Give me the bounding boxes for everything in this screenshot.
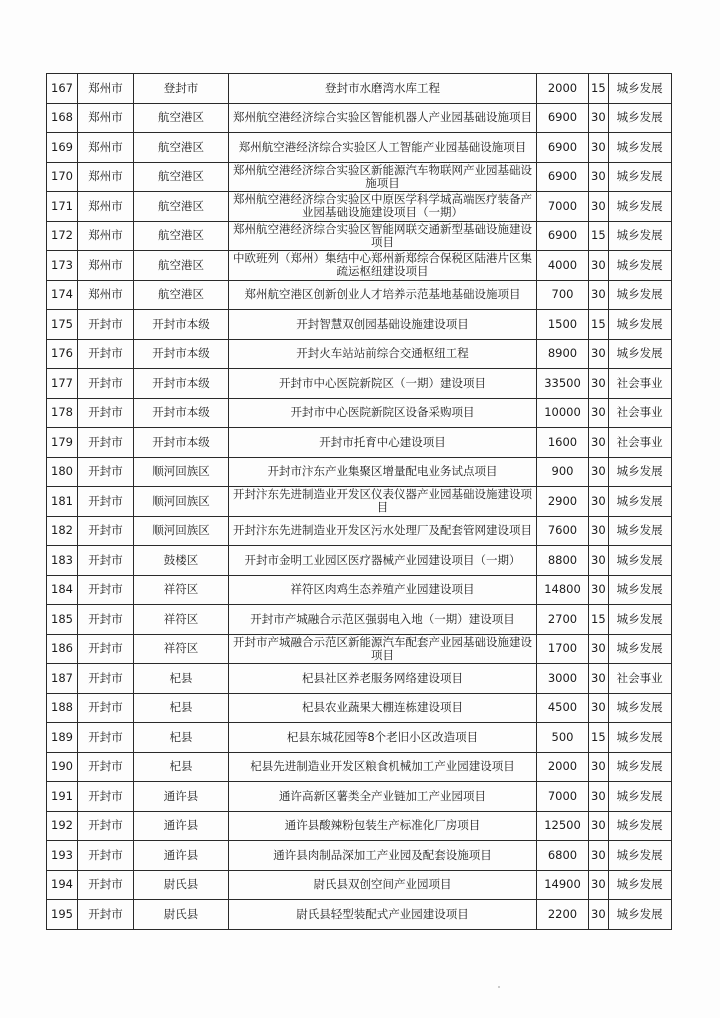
category-cell: 城乡发展 [608, 693, 671, 723]
row-number: 179 [47, 428, 78, 458]
category-cell: 城乡发展 [608, 192, 671, 222]
amount-cell: 2900 [537, 487, 589, 517]
row-number: 174 [47, 280, 78, 310]
city-cell: 开封市 [78, 841, 134, 871]
county-cell: 开封市本级 [134, 369, 229, 399]
term-years-cell: 30 [589, 369, 609, 399]
table-row [47, 634, 672, 664]
term-years-cell: 15 [589, 74, 609, 104]
table-row [47, 74, 672, 104]
table-row [47, 221, 672, 251]
amount-cell: 2000 [537, 74, 589, 104]
row-number: 176 [47, 339, 78, 369]
term-years-cell: 15 [589, 605, 609, 635]
table-row [47, 693, 672, 723]
amount-cell: 900 [537, 457, 589, 487]
city-cell: 开封市 [78, 900, 134, 930]
term-years-cell: 30 [589, 841, 609, 871]
term-years-cell: 30 [589, 516, 609, 546]
category-cell: 城乡发展 [608, 811, 671, 841]
county-cell: 航空港区 [134, 162, 229, 192]
amount-cell: 1500 [537, 310, 589, 340]
county-cell: 尉氏县 [134, 900, 229, 930]
amount-cell: 7000 [537, 782, 589, 812]
amount-cell: 33500 [537, 369, 589, 399]
row-number: 167 [47, 74, 78, 104]
project-name-cell: 开封汴东先进制造业开发区污水处理厂及配套管网建设项目 [229, 516, 537, 546]
project-name-cell: 杞县社区养老服务网络建设项目 [229, 664, 537, 694]
city-cell: 开封市 [78, 870, 134, 900]
county-cell: 鼓楼区 [134, 546, 229, 576]
row-number: 172 [47, 221, 78, 251]
city-cell: 开封市 [78, 428, 134, 458]
row-number: 184 [47, 575, 78, 605]
category-cell: 社会事业 [608, 428, 671, 458]
project-name-cell: 开封市产城融合示范区新能源汽车配套产业园基础设施建设项目 [229, 634, 537, 664]
row-number: 191 [47, 782, 78, 812]
row-number: 183 [47, 546, 78, 576]
term-years-cell: 30 [589, 428, 609, 458]
amount-cell: 2700 [537, 605, 589, 635]
project-name-cell: 开封汴东先进制造业开发区仪表仪器产业园基础设施建设项目 [229, 487, 537, 517]
row-number: 195 [47, 900, 78, 930]
project-table [46, 73, 672, 930]
project-name-cell: 开封市中心医院新院区设备采购项目 [229, 398, 537, 428]
row-number: 169 [47, 133, 78, 163]
amount-cell: 1700 [537, 634, 589, 664]
row-number: 178 [47, 398, 78, 428]
city-cell: 郑州市 [78, 221, 134, 251]
table-row [47, 310, 672, 340]
table-row [47, 133, 672, 163]
row-number: 187 [47, 664, 78, 694]
city-cell: 郑州市 [78, 133, 134, 163]
term-years-cell: 30 [589, 870, 609, 900]
term-years-cell: 30 [589, 546, 609, 576]
county-cell: 开封市本级 [134, 310, 229, 340]
city-cell: 郑州市 [78, 280, 134, 310]
project-name-cell: 登封市水磨湾水库工程 [229, 74, 537, 104]
term-years-cell: 15 [589, 221, 609, 251]
county-cell: 杞县 [134, 664, 229, 694]
city-cell: 开封市 [78, 634, 134, 664]
row-number: 192 [47, 811, 78, 841]
project-name-cell: 开封市产城融合示范区强弱电入地（一期）建设项目 [229, 605, 537, 635]
row-number: 170 [47, 162, 78, 192]
amount-cell: 6900 [537, 133, 589, 163]
term-years-cell: 30 [589, 693, 609, 723]
term-years-cell: 30 [589, 251, 609, 281]
table-row [47, 723, 672, 753]
project-name-cell: 尉氏县双创空间产业园项目 [229, 870, 537, 900]
category-cell: 社会事业 [608, 664, 671, 694]
category-cell: 城乡发展 [608, 103, 671, 133]
term-years-cell: 30 [589, 280, 609, 310]
county-cell: 登封市 [134, 74, 229, 104]
table-row [47, 487, 672, 517]
term-years-cell: 30 [589, 811, 609, 841]
county-cell: 祥符区 [134, 605, 229, 635]
county-cell: 杞县 [134, 723, 229, 753]
project-name-cell: 通许县肉制品深加工产业园及配套设施项目 [229, 841, 537, 871]
city-cell: 开封市 [78, 546, 134, 576]
amount-cell: 7000 [537, 192, 589, 222]
amount-cell: 1600 [537, 428, 589, 458]
amount-cell: 8900 [537, 339, 589, 369]
city-cell: 开封市 [78, 457, 134, 487]
amount-cell: 8800 [537, 546, 589, 576]
amount-cell: 3000 [537, 664, 589, 694]
county-cell: 开封市本级 [134, 339, 229, 369]
term-years-cell: 30 [589, 133, 609, 163]
row-number: 194 [47, 870, 78, 900]
table-row [47, 192, 672, 222]
city-cell: 郑州市 [78, 251, 134, 281]
table-row [47, 162, 672, 192]
project-name-cell: 杞县农业蔬果大棚连栋建设项目 [229, 693, 537, 723]
category-cell: 城乡发展 [608, 133, 671, 163]
row-number: 189 [47, 723, 78, 753]
category-cell: 城乡发展 [608, 516, 671, 546]
county-cell: 航空港区 [134, 103, 229, 133]
amount-cell: 4500 [537, 693, 589, 723]
row-number: 177 [47, 369, 78, 399]
term-years-cell: 30 [589, 457, 609, 487]
term-years-cell: 30 [589, 192, 609, 222]
category-cell: 城乡发展 [608, 634, 671, 664]
amount-cell: 14900 [537, 870, 589, 900]
row-number: 182 [47, 516, 78, 546]
project-name-cell: 郑州航空港区创新创业人才培养示范基地基础设施项目 [229, 280, 537, 310]
amount-cell: 500 [537, 723, 589, 753]
amount-cell: 2200 [537, 900, 589, 930]
category-cell: 城乡发展 [608, 782, 671, 812]
project-name-cell: 开封市汴东产业集聚区增量配电业务试点项目 [229, 457, 537, 487]
city-cell: 开封市 [78, 605, 134, 635]
amount-cell: 4000 [537, 251, 589, 281]
category-cell: 城乡发展 [608, 280, 671, 310]
city-cell: 郑州市 [78, 103, 134, 133]
table-row [47, 664, 672, 694]
table-row [47, 546, 672, 576]
amount-cell: 14800 [537, 575, 589, 605]
county-cell: 航空港区 [134, 280, 229, 310]
table-row [47, 870, 672, 900]
row-number: 171 [47, 192, 78, 222]
table-row [47, 516, 672, 546]
city-cell: 开封市 [78, 575, 134, 605]
county-cell: 尉氏县 [134, 870, 229, 900]
county-cell: 顺河回族区 [134, 487, 229, 517]
term-years-cell: 30 [589, 487, 609, 517]
city-cell: 郑州市 [78, 192, 134, 222]
project-name-cell: 郑州航空港经济综合实验区智能网联交通新型基础设施建设项目 [229, 221, 537, 251]
table-row [47, 103, 672, 133]
table-row [47, 605, 672, 635]
table-row [47, 752, 672, 782]
county-cell: 祥符区 [134, 634, 229, 664]
project-name-cell: 杞县先进制造业开发区粮食机械加工产业园建设项目 [229, 752, 537, 782]
row-number: 185 [47, 605, 78, 635]
row-number: 188 [47, 693, 78, 723]
row-number: 168 [47, 103, 78, 133]
project-name-cell: 郑州航空港经济综合实验区人工智能产业园基础设施项目 [229, 133, 537, 163]
term-years-cell: 30 [589, 339, 609, 369]
amount-cell: 6900 [537, 162, 589, 192]
amount-cell: 12500 [537, 811, 589, 841]
city-cell: 开封市 [78, 723, 134, 753]
city-cell: 开封市 [78, 339, 134, 369]
term-years-cell: 30 [589, 398, 609, 428]
table-row [47, 428, 672, 458]
term-years-cell: 30 [589, 162, 609, 192]
category-cell: 城乡发展 [608, 841, 671, 871]
category-cell: 城乡发展 [608, 221, 671, 251]
project-name-cell: 尉氏县轻型装配式产业园建设项目 [229, 900, 537, 930]
table-row [47, 251, 672, 281]
county-cell: 航空港区 [134, 192, 229, 222]
category-cell: 社会事业 [608, 369, 671, 399]
county-cell: 顺河回族区 [134, 457, 229, 487]
table-row [47, 782, 672, 812]
city-cell: 开封市 [78, 782, 134, 812]
table-row [47, 841, 672, 871]
county-cell: 杞县 [134, 752, 229, 782]
project-name-cell: 开封市托育中心建设项目 [229, 428, 537, 458]
amount-cell: 6900 [537, 221, 589, 251]
county-cell: 开封市本级 [134, 428, 229, 458]
project-name-cell: 通许高新区薯类全产业链加工产业园项目 [229, 782, 537, 812]
row-number: 173 [47, 251, 78, 281]
county-cell: 祥符区 [134, 575, 229, 605]
county-cell: 通许县 [134, 811, 229, 841]
project-name-cell: 开封火车站站前综合交通枢纽工程 [229, 339, 537, 369]
category-cell: 城乡发展 [608, 339, 671, 369]
county-cell: 航空港区 [134, 133, 229, 163]
city-cell: 郑州市 [78, 162, 134, 192]
amount-cell: 7600 [537, 516, 589, 546]
city-cell: 开封市 [78, 811, 134, 841]
county-cell: 航空港区 [134, 251, 229, 281]
city-cell: 开封市 [78, 516, 134, 546]
row-number: 193 [47, 841, 78, 871]
category-cell: 城乡发展 [608, 605, 671, 635]
city-cell: 开封市 [78, 310, 134, 340]
table-row [47, 811, 672, 841]
category-cell: 城乡发展 [608, 723, 671, 753]
table-row [47, 280, 672, 310]
county-cell: 航空港区 [134, 221, 229, 251]
county-cell: 杞县 [134, 693, 229, 723]
city-cell: 开封市 [78, 398, 134, 428]
table-row [47, 398, 672, 428]
table-row [47, 900, 672, 930]
term-years-cell: 30 [589, 782, 609, 812]
amount-cell: 6900 [537, 103, 589, 133]
project-name-cell: 郑州航空港经济综合实验区新能源汽车物联网产业园基础设施项目 [229, 162, 537, 192]
county-cell: 通许县 [134, 841, 229, 871]
category-cell: 城乡发展 [608, 162, 671, 192]
term-years-cell: 30 [589, 103, 609, 133]
term-years-cell: 15 [589, 310, 609, 340]
category-cell: 城乡发展 [608, 575, 671, 605]
row-number: 190 [47, 752, 78, 782]
row-number: 186 [47, 634, 78, 664]
city-cell: 开封市 [78, 369, 134, 399]
project-table-body [47, 74, 672, 930]
amount-cell: 2000 [537, 752, 589, 782]
city-cell: 开封市 [78, 693, 134, 723]
project-name-cell: 杞县东城花园等8个老旧小区改造项目 [229, 723, 537, 753]
row-number: 181 [47, 487, 78, 517]
county-cell: 通许县 [134, 782, 229, 812]
category-cell: 城乡发展 [608, 310, 671, 340]
category-cell: 城乡发展 [608, 457, 671, 487]
amount-cell: 10000 [537, 398, 589, 428]
city-cell: 开封市 [78, 752, 134, 782]
category-cell: 城乡发展 [608, 546, 671, 576]
table-row [47, 369, 672, 399]
project-name-cell: 祥符区肉鸡生态养殖产业园建设项目 [229, 575, 537, 605]
category-cell: 城乡发展 [608, 870, 671, 900]
table-row [47, 457, 672, 487]
term-years-cell: 30 [589, 664, 609, 694]
city-cell: 开封市 [78, 664, 134, 694]
project-name-cell: 开封市中心医院新院区（一期）建设项目 [229, 369, 537, 399]
city-cell: 郑州市 [78, 74, 134, 104]
project-name-cell: 郑州航空港经济综合实验区中原医学科学城高端医疗装备产业园基础设施建设项目（一期） [229, 192, 537, 222]
city-cell: 开封市 [78, 487, 134, 517]
category-cell: 城乡发展 [608, 900, 671, 930]
project-name-cell: 中欧班列（郑州）集结中心郑州新郑综合保税区陆港片区集疏运枢纽建设项目 [229, 251, 537, 281]
term-years-cell: 30 [589, 900, 609, 930]
amount-cell: 6800 [537, 841, 589, 871]
term-years-cell: 30 [589, 752, 609, 782]
project-name-cell: 郑州航空港经济综合实验区智能机器人产业园基础设施项目 [229, 103, 537, 133]
term-years-cell: 30 [589, 634, 609, 664]
scan-speck [498, 986, 500, 988]
term-years-cell: 30 [589, 575, 609, 605]
category-cell: 城乡发展 [608, 74, 671, 104]
row-number: 180 [47, 457, 78, 487]
category-cell: 社会事业 [608, 398, 671, 428]
project-name-cell: 通许县酸辣粉包装生产标准化厂房项目 [229, 811, 537, 841]
term-years-cell: 15 [589, 723, 609, 753]
table-row [47, 575, 672, 605]
table-row [47, 339, 672, 369]
county-cell: 开封市本级 [134, 398, 229, 428]
amount-cell: 700 [537, 280, 589, 310]
project-name-cell: 开封智慧双创园基础设施建设项目 [229, 310, 537, 340]
project-name-cell: 开封市金明工业园区医疗器械产业园建设项目（一期） [229, 546, 537, 576]
county-cell: 顺河回族区 [134, 516, 229, 546]
category-cell: 城乡发展 [608, 251, 671, 281]
category-cell: 城乡发展 [608, 752, 671, 782]
category-cell: 城乡发展 [608, 487, 671, 517]
row-number: 175 [47, 310, 78, 340]
